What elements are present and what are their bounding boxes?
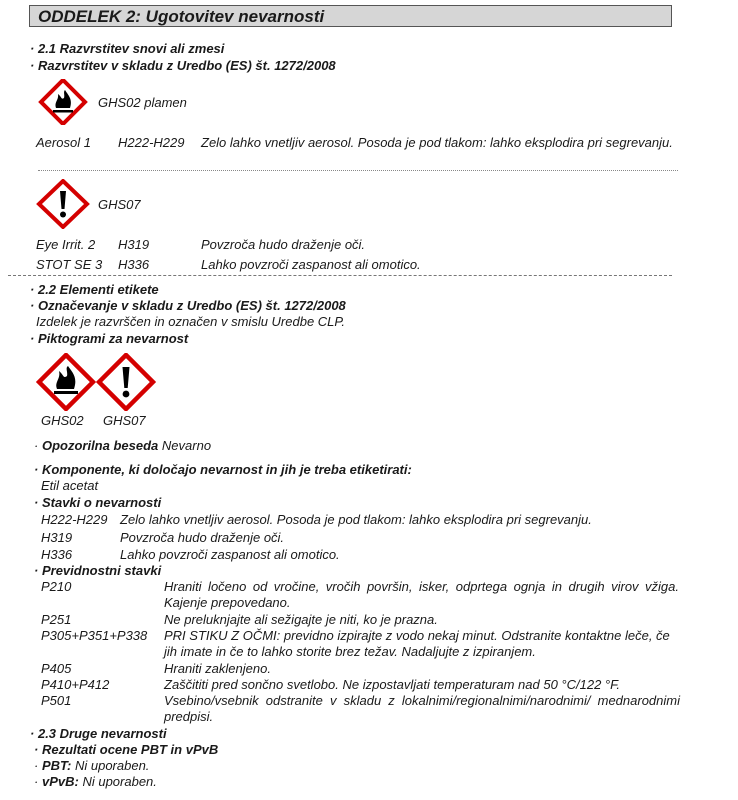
exclamation-pictogram-icon <box>35 179 91 229</box>
vpvb-value: Ni uporaben. <box>82 774 157 789</box>
heading-2-3: · 2.3 Druge nevarnosti <box>30 726 167 741</box>
heading-2-1: · 2.1 Razvrstitev snovi ali zmesi <box>30 41 225 56</box>
section-header <box>29 5 672 27</box>
classification-text: Zelo lahko vnetljiv aerosol. Posoda je pod tlakom: lahko eksplodira pri segrevanju. <box>201 135 673 150</box>
pbt-value: Ni uporaben. <box>74 758 150 773</box>
precaution-text: Hraniti ločeno od vročine, vročih površin, isker, odprtega ognja in drugih virov vžiga. Kajenje prepovedano. <box>164 579 679 610</box>
pictogram-caption-ghs02: GHS02 <box>41 413 84 428</box>
section-title: ODDELEK 2: Ugotovitev nevarnosti <box>38 7 325 26</box>
hazard-text: Povzroča hudo draženje oči. <box>120 530 285 545</box>
precaution-text: Zaščititi pred sončno svetlobo. Ne izpostavljati temperaturam nad 50 °C/122 °F. <box>164 677 620 692</box>
hazard-code: H319 <box>41 530 73 545</box>
precaution-code: P210 <box>41 579 72 594</box>
labelling-heading: · Označevanje v skladu z Uredbo (ES) št. 1272/2008 <box>30 298 346 313</box>
labelling-text: Izdelek je razvrščen in označen v smislu Uredbe CLP. <box>36 314 346 329</box>
classification-class: Eye Irrit. 2 <box>36 237 96 252</box>
pictogram-caption-ghs07: GHS07 <box>103 413 146 428</box>
classification-class: STOT SE 3 <box>36 257 103 272</box>
signal-word-value: Nevarno <box>161 438 212 453</box>
pictogram-label-ghs02: GHS02 plamen <box>98 95 187 110</box>
hazard-text: Zelo lahko vnetljiv aerosol. Posoda je pod tlakom: lahko eksplodira pri segrevanju. <box>120 512 592 527</box>
pictogram-label-ghs07: GHS07 <box>98 197 141 212</box>
exclamation-pictogram-icon <box>96 353 156 411</box>
dotted-divider <box>38 170 678 171</box>
vpvb-line: · vPvB: Ni uporaben. <box>34 774 157 789</box>
precaution-text: Ne preluknjajte ali sežigajte je niti, ko je prazna. <box>164 612 438 627</box>
dashed-divider <box>8 275 672 276</box>
classification-text: Povzroča hudo draženje oči. <box>201 237 366 252</box>
components-heading: · Komponente, ki določajo nevarnost in jih je treba etiketirati: <box>34 462 412 477</box>
precaution-code: P410+P412 <box>41 677 110 692</box>
pbt-line: · PBT: Ni uporaben. <box>34 758 150 773</box>
classification-text: Lahko povzroči zaspanost ali omotico. <box>201 257 421 272</box>
classification-class: Aerosol 1 <box>36 135 91 150</box>
flame-pictogram-icon <box>36 353 96 411</box>
classification-code: H222-H229 <box>118 135 185 150</box>
precaution-text: Vsebino/vsebnik odstranite v skladu z lokalnimi/regionalnimi/narodnimi/ mednarodnimi predpisi. <box>164 693 680 724</box>
signal-word-line: · Opozorilna beseda Nevarno <box>34 438 212 453</box>
heading-2-2: · 2.2 Elementi etikete <box>30 282 159 297</box>
precaution-text: PRI STIKU Z OČMI: previdno izpirajte z vodo nekaj minut. Odstranite kontaktne leče, če jih imate in če to lahko storite brez težav. Nadaljujte z izpiranjem. <box>164 628 670 659</box>
classification-code: H336 <box>118 257 150 272</box>
hazard-text: Lahko povzroči zaspanost ali omotico. <box>120 547 340 562</box>
hazard-statements-heading: · Stavki o nevarnosti <box>34 495 162 510</box>
precaution-text: Hraniti zaklenjeno. <box>164 661 271 676</box>
pbt-vpvb-heading: · Rezultati ocene PBT in vPvB <box>34 742 219 757</box>
hazard-code: H222-H229 <box>41 512 108 527</box>
flame-pictogram-icon <box>35 79 91 125</box>
precautionary-statements-heading: · Previdnostni stavki <box>34 563 162 578</box>
precaution-code: P405 <box>41 661 72 676</box>
classification-subheading: · Razvrstitev v skladu z Uredbo (ES) št. 1272/2008 <box>30 58 336 73</box>
hazard-code: H336 <box>41 547 73 562</box>
precaution-code: P501 <box>41 693 72 708</box>
components-value: Etil acetat <box>41 478 99 493</box>
precaution-code: P305+P351+P338 <box>41 628 148 643</box>
precaution-code: P251 <box>41 612 72 627</box>
pictograms-heading: · Piktogrami za nevarnost <box>30 331 189 346</box>
classification-code: H319 <box>118 237 150 252</box>
